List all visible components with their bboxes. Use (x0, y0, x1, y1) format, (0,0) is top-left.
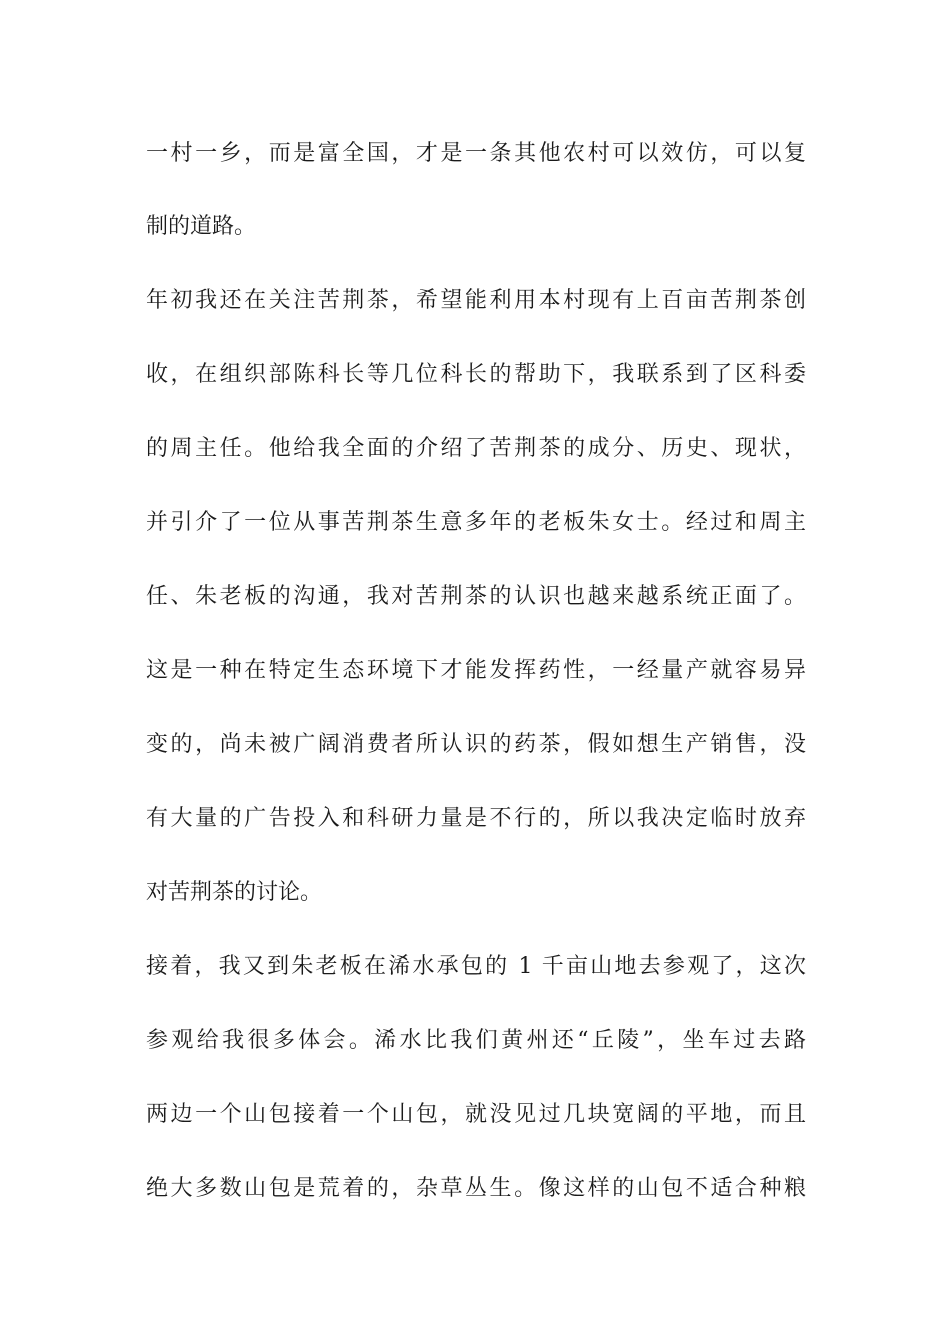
text-line-15: 绝大多数山包是荒着的，杂草丛生。像这样的山包不适合种粮 (146, 1176, 806, 1201)
text-line-3: 年初我还在关注苦荆茶，希望能利用本村现有上百亩苦荆茶创 (146, 288, 806, 313)
text-line-10: 有大量的广告投入和科研力量是不行的，所以我决定临时放弃 (146, 806, 806, 831)
text-line-8: 这是一种在特定生态环境下才能发挥药性，一经量产就容易异 (146, 658, 806, 683)
text-line-5: 的周主任。他给我全面的介绍了苦荆茶的成分、历史、现状， (146, 436, 806, 461)
text-line-14: 两边一个山包接着一个山包，就没见过几块宽阔的平地，而且 (146, 1102, 806, 1127)
text-line-11: 对苦荆茶的讨论。 (146, 880, 323, 905)
text-line-2: 制的道路。 (146, 214, 257, 239)
text-line-6: 并引介了一位从事苦荆茶生意多年的老板朱女士。经过和周主 (146, 510, 806, 535)
text-line-4: 收，在组织部陈科长等几位科长的帮助下，我联系到了区科委 (146, 362, 806, 387)
text-line-1: 一村一乡，而是富全国，才是一条其他农村可以效仿，可以复 (146, 141, 806, 166)
text-line-9: 变的，尚未被广阔消费者所认识的药茶，假如想生产销售，没 (146, 732, 806, 757)
text-line-13: 参观给我很多体会。浠水比我们黄州还“丘陵”，坐车过去路 (146, 1028, 806, 1053)
text-line-7: 任、朱老板的沟通，我对苦荆茶的认识也越来越系统正面了。 (146, 584, 806, 609)
text-line-12: 接着，我又到朱老板在浠水承包的 1 千亩山地去参观了，这次 (146, 954, 806, 979)
